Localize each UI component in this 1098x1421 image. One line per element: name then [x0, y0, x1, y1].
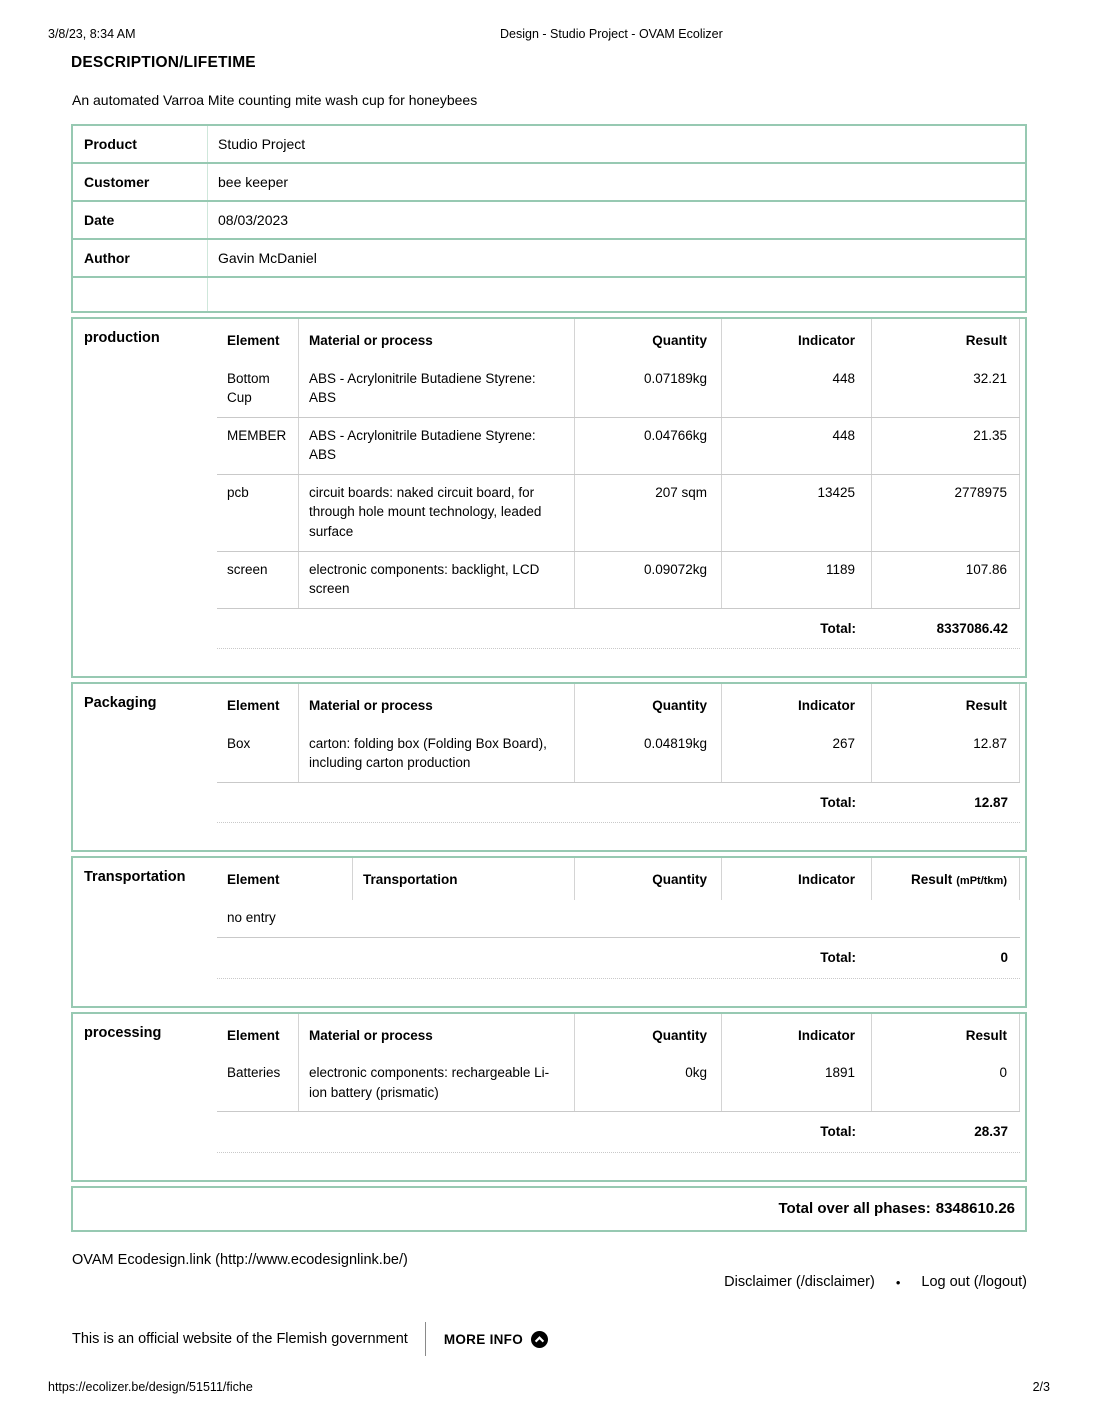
quantity-cell: 0.07189kg — [575, 361, 722, 417]
column-header-indicator: Indicator — [722, 1014, 872, 1056]
phase-section-processing — [71, 1012, 1027, 1182]
total-row — [217, 783, 1020, 824]
total-label: Total: — [820, 1124, 856, 1140]
material-cell: circuit boards: naked circuit board, for through hole mount technology, leaded surface — [299, 475, 575, 551]
table-row — [217, 726, 1020, 783]
product-description: An automated Varroa Mite counting mite wash cup for honeybees — [72, 92, 478, 108]
table-row — [217, 552, 1020, 609]
bullet-separator: • — [895, 1274, 901, 1290]
indicator-cell: 267 — [722, 726, 872, 782]
indicator-cell: 1189 — [722, 552, 872, 608]
phase-section-transportation — [71, 856, 1027, 1007]
column-header-result: Result — [872, 1014, 1020, 1056]
quantity-cell: 0.04819kg — [575, 726, 722, 782]
meta-label: Author — [73, 240, 208, 276]
result-cell: 12.87 — [872, 726, 1020, 782]
footer-links-row — [724, 1274, 1027, 1290]
print-header-title: Design - Studio Project - OVAM Ecolizer — [500, 27, 723, 41]
page-title: DESCRIPTION/LIFETIME — [71, 54, 256, 71]
phase-label: production — [84, 330, 160, 346]
meta-row-product — [73, 126, 1025, 164]
table-header-row — [217, 319, 1020, 361]
column-header-element: Element — [217, 858, 353, 900]
material-cell: electronic components: rechargeable Li-ion battery (prismatic) — [299, 1055, 575, 1111]
column-header-element: Element — [217, 1014, 299, 1056]
table-row-no-entry — [217, 900, 1020, 938]
column-header-result: Result — [872, 319, 1020, 361]
table-row — [217, 361, 1020, 418]
quantity-cell: 207 sqm — [575, 475, 722, 551]
table-row — [217, 475, 1020, 552]
vertical-divider — [425, 1322, 426, 1356]
quantity-cell: 0kg — [575, 1055, 722, 1111]
meta-label: Customer — [73, 164, 208, 200]
results-table — [217, 858, 1020, 1005]
result-unit-label: (mPt/tkm) — [956, 875, 1007, 888]
material-cell: carton: folding box (Folding Box Board), including carton production — [299, 726, 575, 782]
indicator-cell: 448 — [722, 361, 872, 417]
meta-row-date — [73, 202, 1025, 240]
phase-label: Transportation — [84, 869, 186, 886]
total-row — [217, 609, 1020, 650]
meta-value: Studio Project — [218, 136, 306, 152]
element-cell: screen — [217, 552, 299, 608]
meta-label: Product — [73, 126, 208, 162]
meta-label — [73, 278, 208, 311]
page-number: 2/3 — [1032, 1380, 1050, 1394]
column-header-material: Material or process — [299, 684, 575, 726]
meta-label: Date — [73, 202, 208, 238]
result-cell: 21.35 — [872, 418, 1020, 474]
phase-section-packaging — [71, 682, 1027, 852]
phase-section-production — [71, 317, 1027, 678]
total-value: 0 — [1000, 949, 1008, 965]
print-header-date: 3/8/23, 8:34 AM — [48, 27, 136, 41]
element-cell: MEMBER — [217, 418, 299, 474]
total-value: 8337086.42 — [936, 620, 1008, 636]
result-cell: 0 — [872, 1055, 1020, 1111]
material-cell: ABS - Acrylonitrile Butadiene Styrene: ABS — [299, 361, 575, 417]
total-row — [217, 938, 1020, 979]
column-header-indicator: Indicator — [722, 319, 872, 361]
total-value: 12.87 — [974, 794, 1008, 810]
total-label: Total: — [820, 949, 856, 965]
total-label: Total: — [820, 620, 856, 636]
results-table — [217, 684, 1020, 850]
meta-value: Gavin McDaniel — [218, 250, 317, 266]
table-header-row — [217, 1014, 1020, 1056]
element-cell: Box — [217, 726, 299, 782]
grand-total-label: Total over all phases: — [778, 1200, 931, 1218]
table-row — [217, 1055, 1020, 1112]
more-info-button[interactable]: MORE INFO — [444, 1331, 548, 1348]
grand-total-box — [71, 1186, 1027, 1232]
official-site-bar — [72, 1322, 548, 1356]
column-header-quantity: Quantity — [575, 1014, 722, 1056]
indicator-cell: 13425 — [722, 475, 872, 551]
table-header-row — [217, 858, 1020, 900]
column-header-indicator: Indicator — [722, 684, 872, 726]
meta-value: 08/03/2023 — [218, 212, 289, 228]
result-cell: 107.86 — [872, 552, 1020, 608]
result-cell: 32.21 — [872, 361, 1020, 417]
material-cell: electronic components: backlight, LCD screen — [299, 552, 575, 608]
no-entry-cell: no entry — [227, 910, 276, 926]
meta-value: bee keeper — [218, 174, 289, 190]
column-header-element: Element — [217, 319, 299, 361]
chevron-up-icon — [531, 1331, 548, 1348]
total-value: 28.37 — [974, 1124, 1008, 1140]
column-header-element: Element — [217, 684, 299, 726]
total-label: Total: — [820, 794, 856, 810]
material-cell: ABS - Acrylonitrile Butadiene Styrene: ABS — [299, 418, 575, 474]
results-table — [217, 319, 1020, 676]
disclaimer-link[interactable]: Disclaimer (/disclaimer) — [724, 1274, 875, 1290]
ecodesign-link[interactable]: OVAM Ecodesign.link (http://www.ecodesignlink.be/) — [72, 1252, 408, 1268]
column-header-transportation: Transportation — [353, 858, 575, 900]
column-header-indicator: Indicator — [722, 858, 872, 900]
meta-value — [208, 278, 1025, 311]
table-row — [217, 418, 1020, 475]
column-header-material: Material or process — [299, 319, 575, 361]
total-row — [217, 1112, 1020, 1153]
column-header-quantity: Quantity — [575, 319, 722, 361]
quantity-cell: 0.09072kg — [575, 552, 722, 608]
column-header-result: Result (mPt/tkm) — [872, 858, 1020, 900]
element-cell: Bottom Cup — [217, 361, 299, 417]
meta-row-empty — [73, 278, 1025, 311]
element-cell: pcb — [217, 475, 299, 551]
grand-total-value: 8348610.26 — [935, 1200, 1015, 1218]
meta-row-customer — [73, 164, 1025, 202]
document-body — [71, 54, 1027, 1232]
phase-label: Packaging — [84, 695, 157, 712]
indicator-cell: 1891 — [722, 1055, 872, 1111]
logout-link[interactable]: Log out (/logout) — [921, 1274, 1027, 1290]
meta-row-author — [73, 240, 1025, 278]
quantity-cell: 0.04766kg — [575, 418, 722, 474]
official-site-text: This is an official website of the Flemish government — [72, 1331, 408, 1347]
column-header-quantity: Quantity — [575, 858, 722, 900]
column-header-quantity: Quantity — [575, 684, 722, 726]
table-header-row — [217, 684, 1020, 726]
element-cell: Batteries — [217, 1055, 299, 1111]
result-cell: 2778975 — [872, 475, 1020, 551]
column-header-result: Result — [872, 684, 1020, 726]
results-table — [217, 1014, 1020, 1180]
column-header-material: Material or process — [299, 1014, 575, 1056]
phase-label: processing — [84, 1024, 162, 1041]
page-url: https://ecolizer.be/design/51511/fiche — [48, 1380, 253, 1394]
indicator-cell: 448 — [722, 418, 872, 474]
meta-table — [71, 124, 1027, 313]
